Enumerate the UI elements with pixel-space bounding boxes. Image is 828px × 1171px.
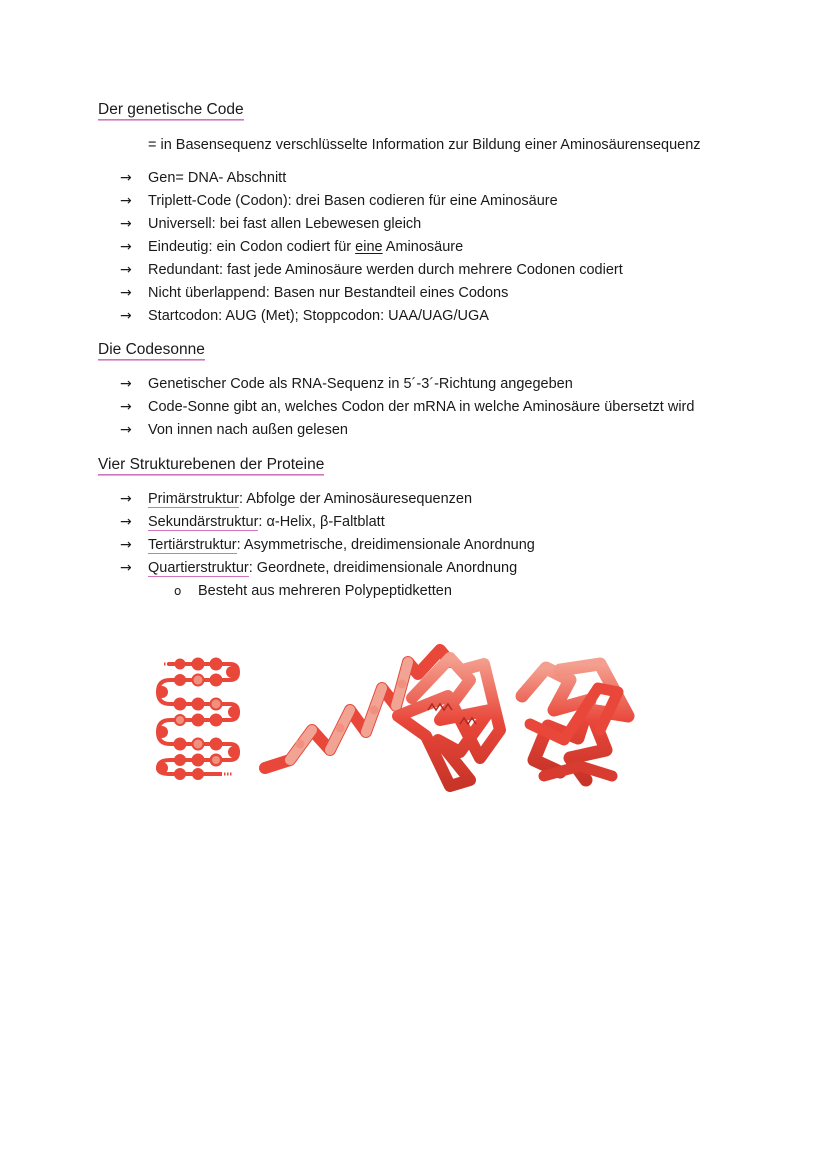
arrow-icon: → [120, 422, 132, 438]
list-item: → Genetischer Code als RNA-Sequenz in 5´-3´-Richtung angegeben [120, 376, 573, 392]
list-item: → Code-Sonne gibt an, welches Codon der mRNA in welche Aminosäure übersetzt wird [120, 399, 695, 415]
list-item: → Startcodon: AUG (Met); Stoppcodon: UAA/UAG/UGA [120, 308, 489, 324]
quaternary-structure-icon [522, 664, 628, 780]
list-genetic-code [120, 168, 623, 329]
arrow-icon: → [120, 491, 132, 507]
list-item: → Tertiärstruktur: Asymmetrische, dreidimensionale Anordnung [120, 537, 535, 553]
protein-structures-illustration [150, 640, 640, 800]
term-quaternary: Quartierstruktur [148, 560, 249, 576]
arrow-icon: → [120, 308, 132, 324]
arrow-icon: → [120, 193, 132, 209]
arrow-icon: → [120, 376, 132, 392]
sub-bullet-item: o Besteht aus mehreren Polypeptidketten [174, 583, 452, 599]
underlined-word: eine [355, 239, 383, 255]
list-item: → Primärstruktur: Abfolge der Aminosäuresequenzen [120, 491, 473, 507]
bullet-icon: o [174, 584, 182, 598]
list-item: → Universell: bei fast allen Lebewesen gleich [120, 216, 422, 232]
term-tertiary: Tertiärstruktur [148, 537, 237, 553]
list-item: → Sekundärstruktur: α-Helix, β-Faltblatt [120, 514, 385, 530]
list-codesonne [120, 374, 694, 443]
primary-structure-icon [156, 658, 240, 781]
list-item: → Eindeutig: ein Codon codiert für eine Aminosäure [120, 239, 464, 255]
list-item: → Triplett-Code (Codon): drei Basen codieren für eine Aminosäure [120, 193, 558, 209]
arrow-icon: → [120, 170, 132, 186]
heading-codesonne: Die Codesonne [98, 340, 205, 361]
arrow-icon: → [120, 239, 132, 255]
term-primary: Primärstruktur [148, 491, 240, 507]
heading-genetic-code: Der genetische Code [98, 100, 244, 121]
heading-protein-structures: Vier Strukturebenen der Proteine [98, 455, 324, 476]
arrow-icon: → [120, 560, 132, 576]
list-item: → Gen= DNA- Abschnitt [120, 170, 287, 186]
list-item: → Nicht überlappend: Basen nur Bestandteil eines Codons [120, 285, 509, 301]
list-item: → Quartierstruktur: Geordnete, dreidimensionale Anordnung [120, 560, 518, 576]
definition-genetic-code: = in Basensequenz verschlüsselte Information zur Bildung einer Aminosäurensequenz [148, 137, 701, 153]
list-item: → Redundant: fast jede Aminosäure werden durch mehrere Codonen codiert [120, 262, 623, 278]
arrow-icon: → [120, 285, 132, 301]
arrow-icon: → [120, 399, 132, 415]
term-secondary: Sekundärstruktur [148, 514, 259, 530]
list-protein-structures [120, 489, 535, 581]
arrow-icon: → [120, 514, 132, 530]
arrow-icon: → [120, 262, 132, 278]
arrow-icon: → [120, 537, 132, 553]
list-item: → Von innen nach außen gelesen [120, 422, 348, 438]
arrow-icon: → [120, 216, 132, 232]
